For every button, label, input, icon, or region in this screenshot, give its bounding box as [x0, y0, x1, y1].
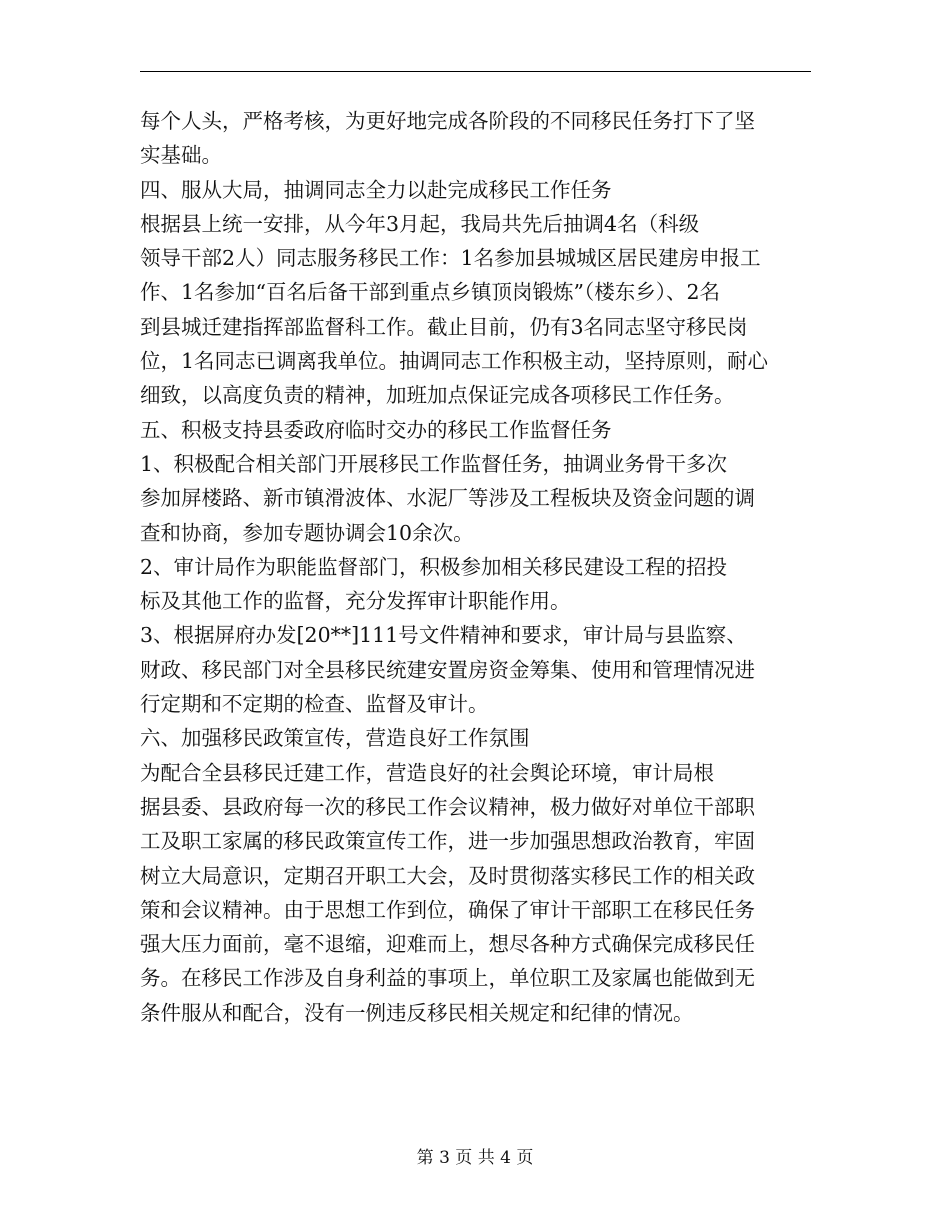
- text-line: 财政、移民部门对全县移民统建安置房资金筹集、使用和管理情况进: [140, 657, 755, 682]
- section-heading: 四、服从大局，抽调同志全力以赴完成移民工作任务: [140, 177, 612, 202]
- text-line: 细致，以高度负责的精神，加班加点保证完成各项移民工作任务。: [140, 383, 735, 408]
- text-line: 位，1名同志已调离我单位。抽调同志工作积极主动，坚持原则，耐心: [140, 349, 769, 374]
- text-line: 标及其他工作的监督，充分发挥审计职能作用。: [140, 589, 571, 614]
- text-line: 实基础。: [140, 143, 222, 168]
- text-line: 每个人头，严格考核，为更好地完成各阶段的不同移民任务打下了坚: [140, 109, 755, 133]
- page-number-footer: 第 3 页 共 4 页: [416, 1148, 534, 1168]
- text-line: 行定期和不定期的检查、监督及审计。: [140, 692, 489, 717]
- text-line: 1、积极配合相关部门开展移民工作监督任务，抽调业务骨干多次: [140, 451, 728, 476]
- section-heading: 六、加强移民政策宣传，营造良好工作氛围: [140, 726, 530, 751]
- text-line: 策和会议精神。由于思想工作到位，确保了审计干部职工在移民任务: [140, 897, 755, 922]
- text-line: 领导干部2人）同志服务移民工作：1名参加县城城区居民建房申报工: [140, 246, 761, 271]
- header-rule: [140, 71, 811, 72]
- text-line: 为配合全县移民迁建工作，营造良好的社会舆论环境，审计局根: [140, 760, 714, 785]
- text-line: 3、根据屏府办发[20**]111号文件精神和要求，审计局与县监察、: [140, 623, 747, 648]
- section-heading: 五、积极支持县委政府临时交办的移民工作监督任务: [140, 417, 612, 442]
- text-line: 据县委、县政府每一次的移民工作会议精神，极力做好对单位干部职: [140, 794, 755, 819]
- text-line: 到县城迁建指挥部监督科工作。截止目前，仍有3名同志坚守移民岗: [140, 314, 748, 339]
- document-body: [140, 104, 812, 1030]
- text-line: 强大压力面前，毫不退缩，迎难而上，想尽各种方式确保完成移民任: [140, 932, 755, 957]
- text-line: 参加屏楼路、新市镇滑波体、水泥厂等涉及工程板块及资金问题的调: [140, 486, 755, 511]
- text-line: 2、审计局作为职能监督部门，积极参加相关移民建设工程的招投: [140, 554, 728, 579]
- text-line: 作、1名参加“百名后备干部到重点乡镇顶岗锻炼”（楼东乡）、2名: [140, 280, 721, 305]
- text-line: 查和协商，参加专题协调会10余次。: [140, 520, 474, 545]
- text-line: 条件服从和配合，没有一例违反移民相关规定和纪律的情况。: [140, 1000, 694, 1025]
- text-line: 务。在移民工作涉及自身利益的事项上，单位职工及家属也能做到无: [140, 966, 755, 991]
- text-line: 树立大局意识，定期召开职工大会，及时贯彻落实移民工作的相关政: [140, 863, 755, 888]
- text-line: 根据县上统一安排，从今年3月起，我局共先后抽调4名（科级: [140, 211, 700, 236]
- text-line: 工及职工家属的移民政策宣传工作，进一步加强思想政治教育，牢固: [140, 829, 755, 854]
